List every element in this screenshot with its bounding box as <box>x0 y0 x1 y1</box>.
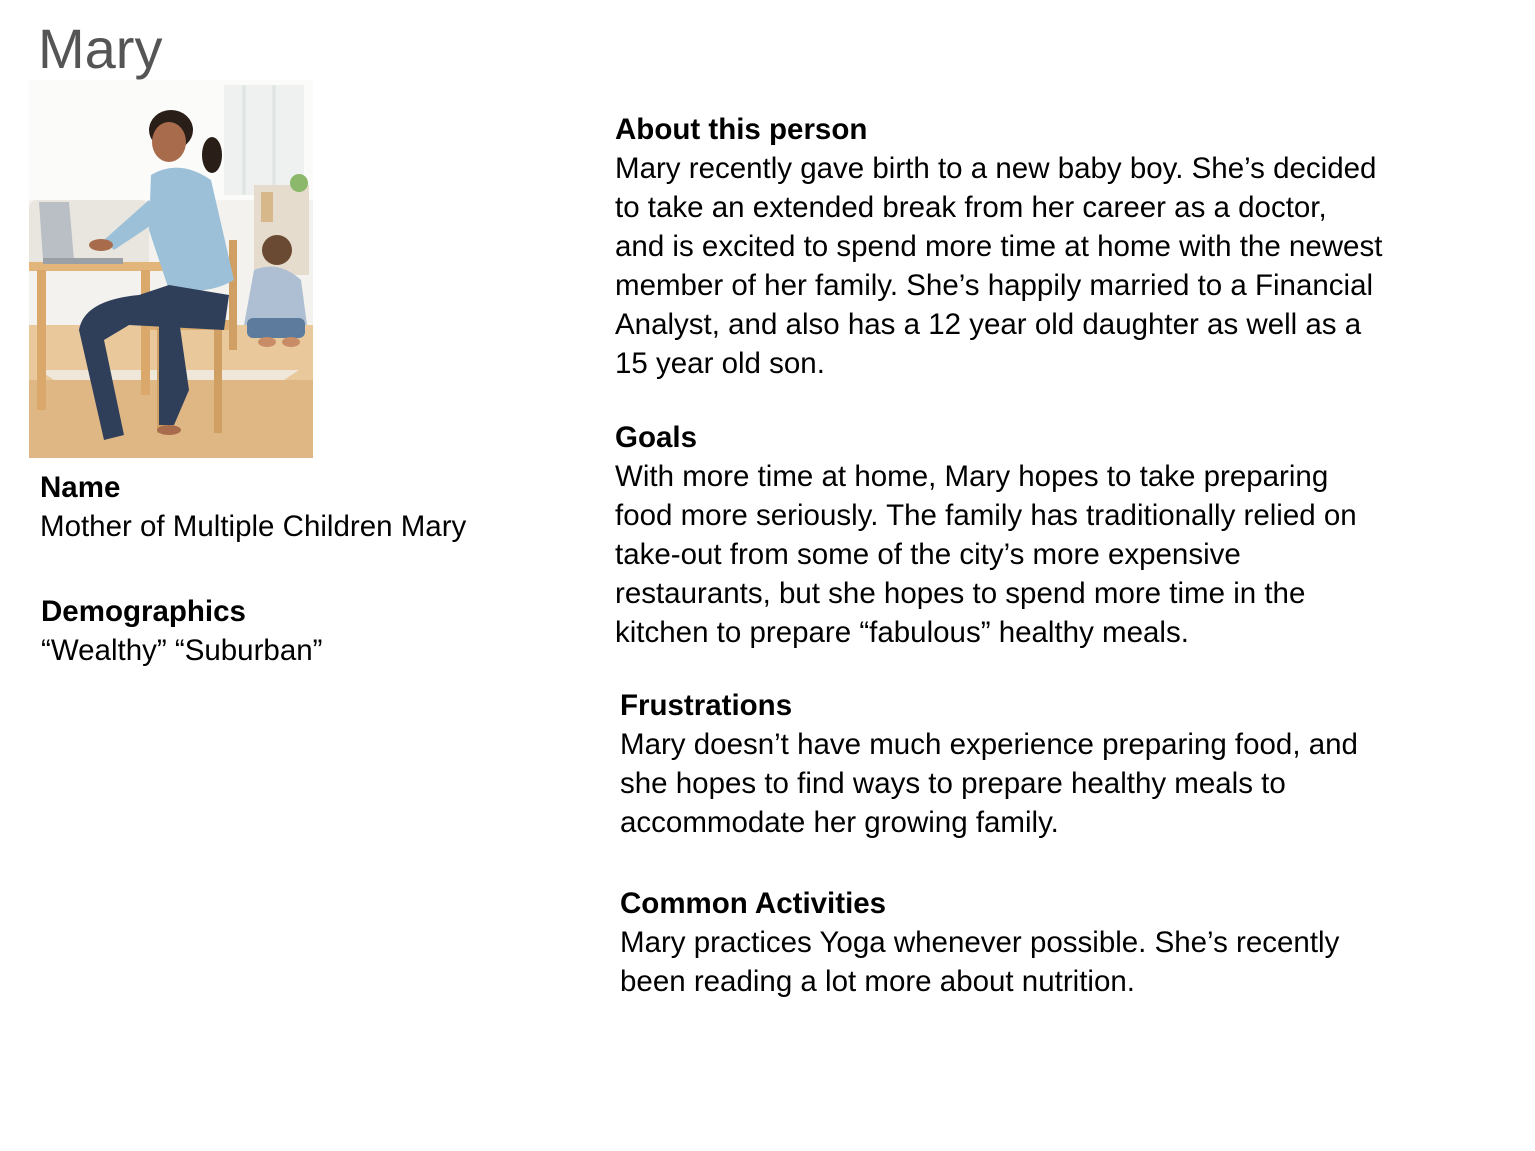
goals-line: take-out from some of the city’s more expensive <box>615 538 1241 571</box>
name-value: Mother of Multiple Children Mary <box>40 510 467 543</box>
frustrations-section <box>620 686 1500 842</box>
demographics-value: “Wealthy” “Suburban” <box>41 634 323 667</box>
activities-section <box>620 884 1500 1001</box>
activities-line: been reading a lot more about nutrition. <box>620 965 1135 998</box>
page-title: Mary <box>38 17 163 80</box>
about-line: and is excited to spend more time at home with the newest <box>615 230 1383 263</box>
goals-line: food more seriously. The family has traditionally relied on <box>615 499 1357 532</box>
frustrations-heading: Frustrations <box>620 689 793 722</box>
activities-line: Mary practices Yoga whenever possible. She’s recently <box>620 926 1340 959</box>
about-line: Mary recently gave birth to a new baby boy. She’s decided <box>615 152 1377 185</box>
goals-line: restaurants, but she hopes to spend more time in the <box>615 577 1306 610</box>
goals-line: kitchen to prepare “fabulous” healthy meals. <box>615 616 1189 649</box>
name-heading: Name <box>40 471 121 504</box>
about-section <box>615 110 1495 383</box>
demographics-heading: Demographics <box>41 595 246 628</box>
activities-heading: Common Activities <box>620 887 887 920</box>
persona-photo <box>29 80 313 458</box>
frustrations-line: accommodate her growing family. <box>620 806 1059 839</box>
about-line: member of her family. She’s happily married to a Financial <box>615 269 1374 302</box>
goals-heading: Goals <box>615 421 697 454</box>
goals-line: With more time at home, Mary hopes to take preparing <box>615 460 1329 493</box>
about-line: 15 year old son. <box>615 347 825 380</box>
about-line: to take an extended break from her career as a doctor, <box>615 191 1327 224</box>
goals-section <box>615 418 1495 652</box>
name-section <box>40 468 580 546</box>
frustrations-line: she hopes to find ways to prepare healthy meals to <box>620 767 1286 800</box>
demographics-section <box>41 592 581 670</box>
frustrations-line: Mary doesn’t have much experience preparing food, and <box>620 728 1358 761</box>
about-line: Analyst, and also has a 12 year old daughter as well as a <box>615 308 1362 341</box>
about-heading: About this person <box>615 113 868 146</box>
